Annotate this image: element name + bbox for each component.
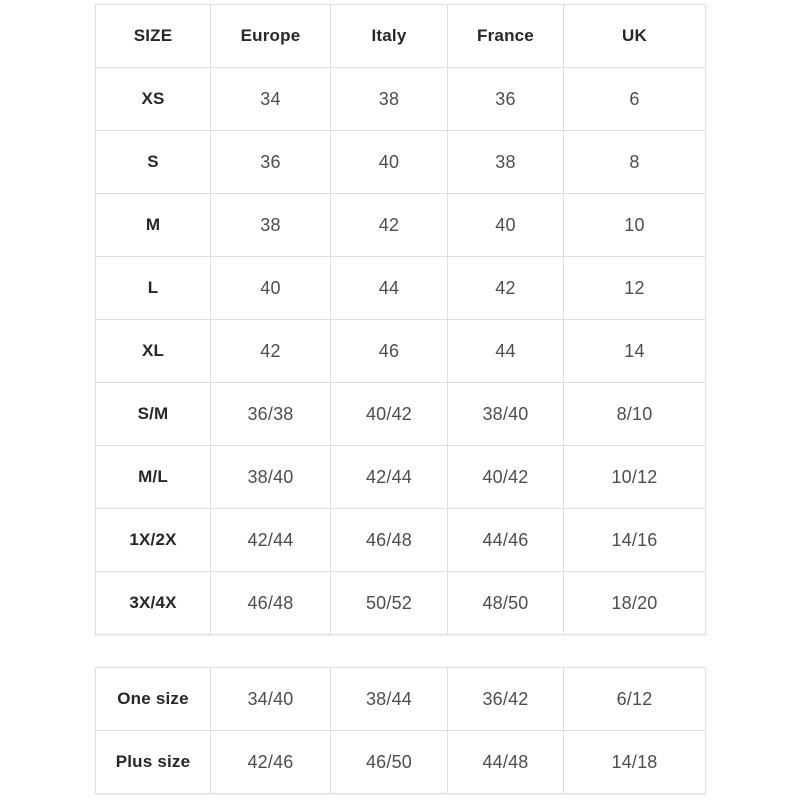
table-cell: 8 bbox=[564, 131, 706, 194]
row-label: L bbox=[96, 257, 211, 320]
table-cell: 50/52 bbox=[331, 572, 448, 635]
table-row-m bbox=[96, 194, 706, 257]
table-row-1x2x bbox=[96, 509, 706, 572]
row-label: M/L bbox=[96, 446, 211, 509]
table-cell: 38 bbox=[331, 68, 448, 131]
table-cell: 36/42 bbox=[448, 668, 564, 731]
table-cell: 14/16 bbox=[564, 509, 706, 572]
table-cell: 40 bbox=[211, 257, 331, 320]
one-size-plus-size-table bbox=[95, 667, 706, 794]
table-cell: 6 bbox=[564, 68, 706, 131]
table-cell: 40/42 bbox=[448, 446, 564, 509]
table-row-s bbox=[96, 131, 706, 194]
row-label: One size bbox=[96, 668, 211, 731]
table-cell: 36 bbox=[211, 131, 331, 194]
row-label: S bbox=[96, 131, 211, 194]
table-cell: 42/44 bbox=[211, 509, 331, 572]
table-cell: 38/40 bbox=[211, 446, 331, 509]
table-cell: 44 bbox=[331, 257, 448, 320]
table-cell: 44 bbox=[448, 320, 564, 383]
table-cell: 6/12 bbox=[564, 668, 706, 731]
table-row-one-size bbox=[96, 668, 706, 731]
table-row-l bbox=[96, 257, 706, 320]
table-cell: 14/18 bbox=[564, 731, 706, 794]
table-cell: 48/50 bbox=[448, 572, 564, 635]
table-cell: 34/40 bbox=[211, 668, 331, 731]
row-label: Plus size bbox=[96, 731, 211, 794]
table-cell: 40 bbox=[331, 131, 448, 194]
column-header-europe: Europe bbox=[211, 5, 331, 68]
table-cell: 44/48 bbox=[448, 731, 564, 794]
row-label: M bbox=[96, 194, 211, 257]
table-row-sm bbox=[96, 383, 706, 446]
size-conversion-table bbox=[95, 4, 706, 635]
table-cell: 46 bbox=[331, 320, 448, 383]
table-cell: 38 bbox=[211, 194, 331, 257]
table-cell: 38/44 bbox=[331, 668, 448, 731]
column-header-italy: Italy bbox=[331, 5, 448, 68]
table-cell: 38 bbox=[448, 131, 564, 194]
table-cell: 10/12 bbox=[564, 446, 706, 509]
column-header-france: France bbox=[448, 5, 564, 68]
header-row bbox=[96, 5, 706, 68]
table-cell: 46/50 bbox=[331, 731, 448, 794]
table-cell: 42 bbox=[211, 320, 331, 383]
table-cell: 14 bbox=[564, 320, 706, 383]
table-cell: 46/48 bbox=[211, 572, 331, 635]
table-cell: 10 bbox=[564, 194, 706, 257]
table-cell: 44/46 bbox=[448, 509, 564, 572]
row-label: XS bbox=[96, 68, 211, 131]
table-row-xs bbox=[96, 68, 706, 131]
table-cell: 40 bbox=[448, 194, 564, 257]
column-header-size: SIZE bbox=[96, 5, 211, 68]
table-cell: 42 bbox=[448, 257, 564, 320]
table-cell: 42 bbox=[331, 194, 448, 257]
table-cell: 8/10 bbox=[564, 383, 706, 446]
table-cell: 46/48 bbox=[331, 509, 448, 572]
table-cell: 42/46 bbox=[211, 731, 331, 794]
table-cell: 36 bbox=[448, 68, 564, 131]
table-cell: 34 bbox=[211, 68, 331, 131]
row-label: XL bbox=[96, 320, 211, 383]
table-row-ml bbox=[96, 446, 706, 509]
table-cell: 18/20 bbox=[564, 572, 706, 635]
row-label: 1X/2X bbox=[96, 509, 211, 572]
table-cell: 38/40 bbox=[448, 383, 564, 446]
table-row-3x4x bbox=[96, 572, 706, 635]
row-label: 3X/4X bbox=[96, 572, 211, 635]
column-header-uk: UK bbox=[564, 5, 706, 68]
table-cell: 36/38 bbox=[211, 383, 331, 446]
row-label: S/M bbox=[96, 383, 211, 446]
table-cell: 12 bbox=[564, 257, 706, 320]
table-cell: 42/44 bbox=[331, 446, 448, 509]
table-row-xl bbox=[96, 320, 706, 383]
table-cell: 40/42 bbox=[331, 383, 448, 446]
table-row-plus-size bbox=[96, 731, 706, 794]
